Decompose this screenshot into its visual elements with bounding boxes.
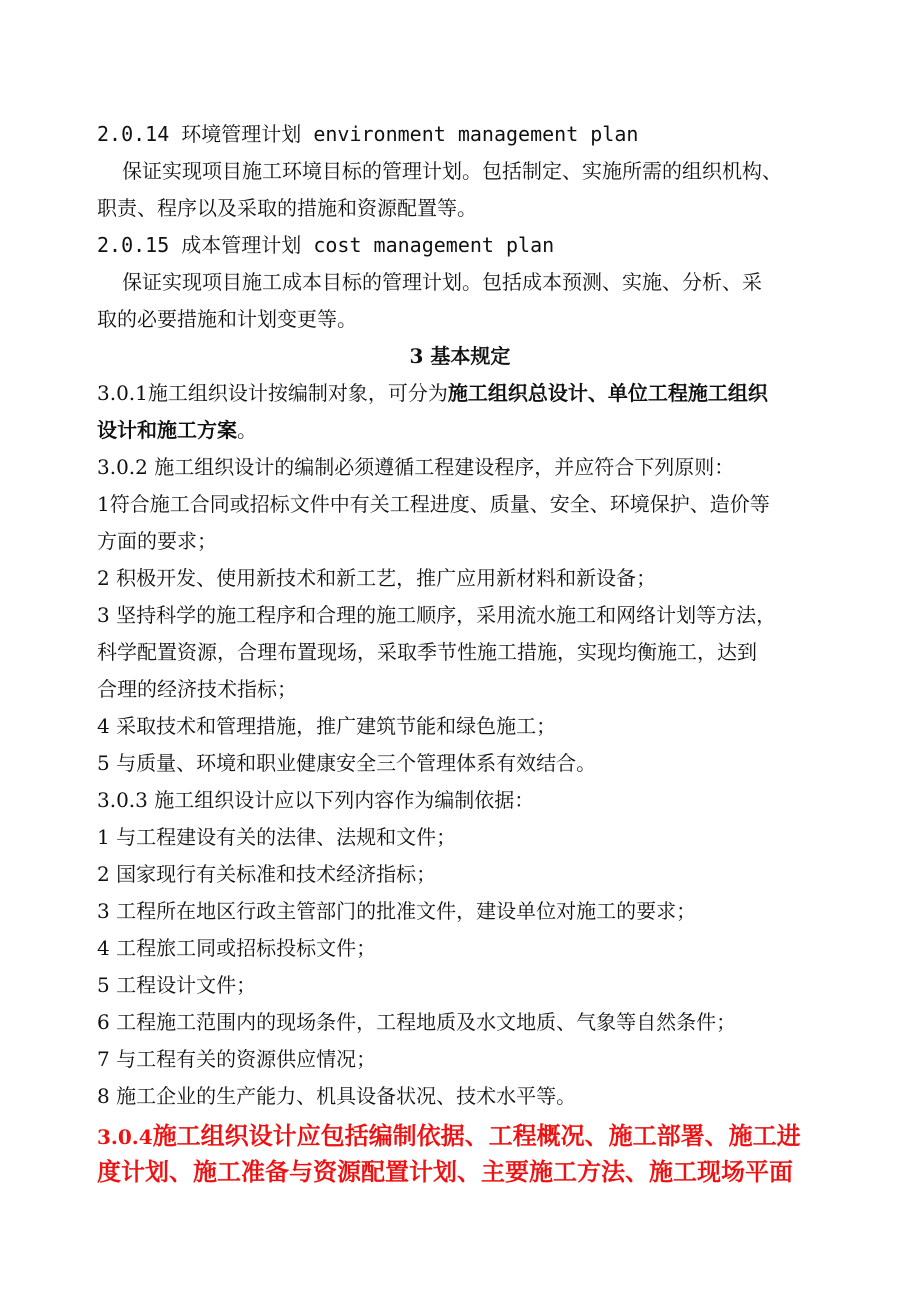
clause-3-0-4-text: 施工组织设计应包括编制依据、工程概况、施工部署、施工进 — [152, 1121, 801, 1150]
clause-3-0-3-item: 7 与工程有关的资源供应情况； — [97, 1047, 377, 1071]
clause-3-0-2-line: 3 坚持科学的施工程序和合理的施工顺序，采用流水施工和网络计划等方法， — [97, 603, 777, 627]
clause-3-0-2-line: 5 与质量、环境和职业健康安全三个管理体系有效结合。 — [97, 751, 597, 775]
definition-body-line: 保证实现项目施工环境目标的管理计划。包括制定、实施所需的组织机构、 — [122, 159, 782, 183]
clause-3-0-2-line: 方面的要求； — [97, 529, 217, 553]
clause-3-0-4-line — [97, 1120, 825, 1153]
definition-body-line: 职责、程序以及采取的措施和资源配置等。 — [97, 196, 477, 220]
definition-heading-2-0-15: 2.0.15 成本管理计划 cost management plan — [97, 233, 555, 257]
clause-3-0-3-item: 3 工程所在地区行政主管部门的批准文件，建设单位对施工的要求； — [97, 899, 697, 923]
clause-3-0-4-number: 3.0.4 — [97, 1125, 153, 1149]
clause-3-0-4-text: 度计划、施工准备与资源配置计划、主要施工方法、施工现场平面 — [97, 1157, 793, 1186]
clause-3-0-3-item: 8 施工企业的生产能力、机具设备状况、技术水平等。 — [97, 1084, 577, 1108]
clause-3-0-2-line: 2 积极开发、使用新技术和新工艺，推广应用新材料和新设备； — [97, 566, 657, 590]
clause-3-0-3-item: 6 工程施工范围内的现场条件，工程地质及水文地质、气象等自然条件； — [97, 1010, 737, 1034]
clause-3-0-2-line: 合理的经济技术指标； — [97, 677, 297, 701]
definition-heading-2-0-14: 2.0.14 环境管理计划 environment management plan — [97, 122, 639, 146]
clause-3-0-1-tail: 。 — [237, 418, 257, 442]
clause-3-0-3-intro: 3.0.3 施工组织设计应以下列内容作为编制依据： — [97, 788, 535, 812]
definition-body-line: 保证实现项目施工成本目标的管理计划。包括成本预测、实施、分析、采 — [122, 270, 762, 294]
clause-3-0-3-item: 2 国家现行有关标准和技术经济指标； — [97, 862, 437, 886]
clause-3-0-3-item: 1 与工程建设有关的法律、法规和文件； — [97, 825, 457, 849]
clause-3-0-2-intro: 3.0.2 施工组织设计的编制必须遵循工程建设程序，并应符合下列原则： — [97, 455, 735, 479]
clause-3-0-1-line — [97, 416, 825, 444]
clause-3-0-2-line: 1符合施工合同或招标文件中有关工程进度、质量、安全、环境保护、造价等 — [97, 492, 770, 516]
clause-3-0-3-item: 5 工程设计文件； — [97, 973, 257, 997]
clause-3-0-1-emphasis: 施工组织总设计、单位工程施工组织 — [447, 381, 768, 405]
clause-3-0-1-emphasis: 设计和施工方案 — [97, 418, 237, 442]
section-title: 3 基本规定 — [409, 344, 511, 368]
clause-3-0-2-line: 科学配置资源，合理布置现场，采取季节性施工措施，实现均衡施工，达到 — [97, 640, 757, 664]
clause-3-0-3-item: 4 工程旅工同或招标投标文件； — [97, 936, 377, 960]
definition-body-line: 取的必要措施和计划变更等。 — [97, 307, 357, 331]
clause-3-0-2-line: 4 采取技术和管理措施，推广建筑节能和绿色施工； — [97, 714, 557, 738]
clause-3-0-1-line — [97, 379, 825, 407]
clause-3-0-1-prefix: 3.0.1施工组织设计按编制对象，可分为 — [97, 381, 448, 405]
